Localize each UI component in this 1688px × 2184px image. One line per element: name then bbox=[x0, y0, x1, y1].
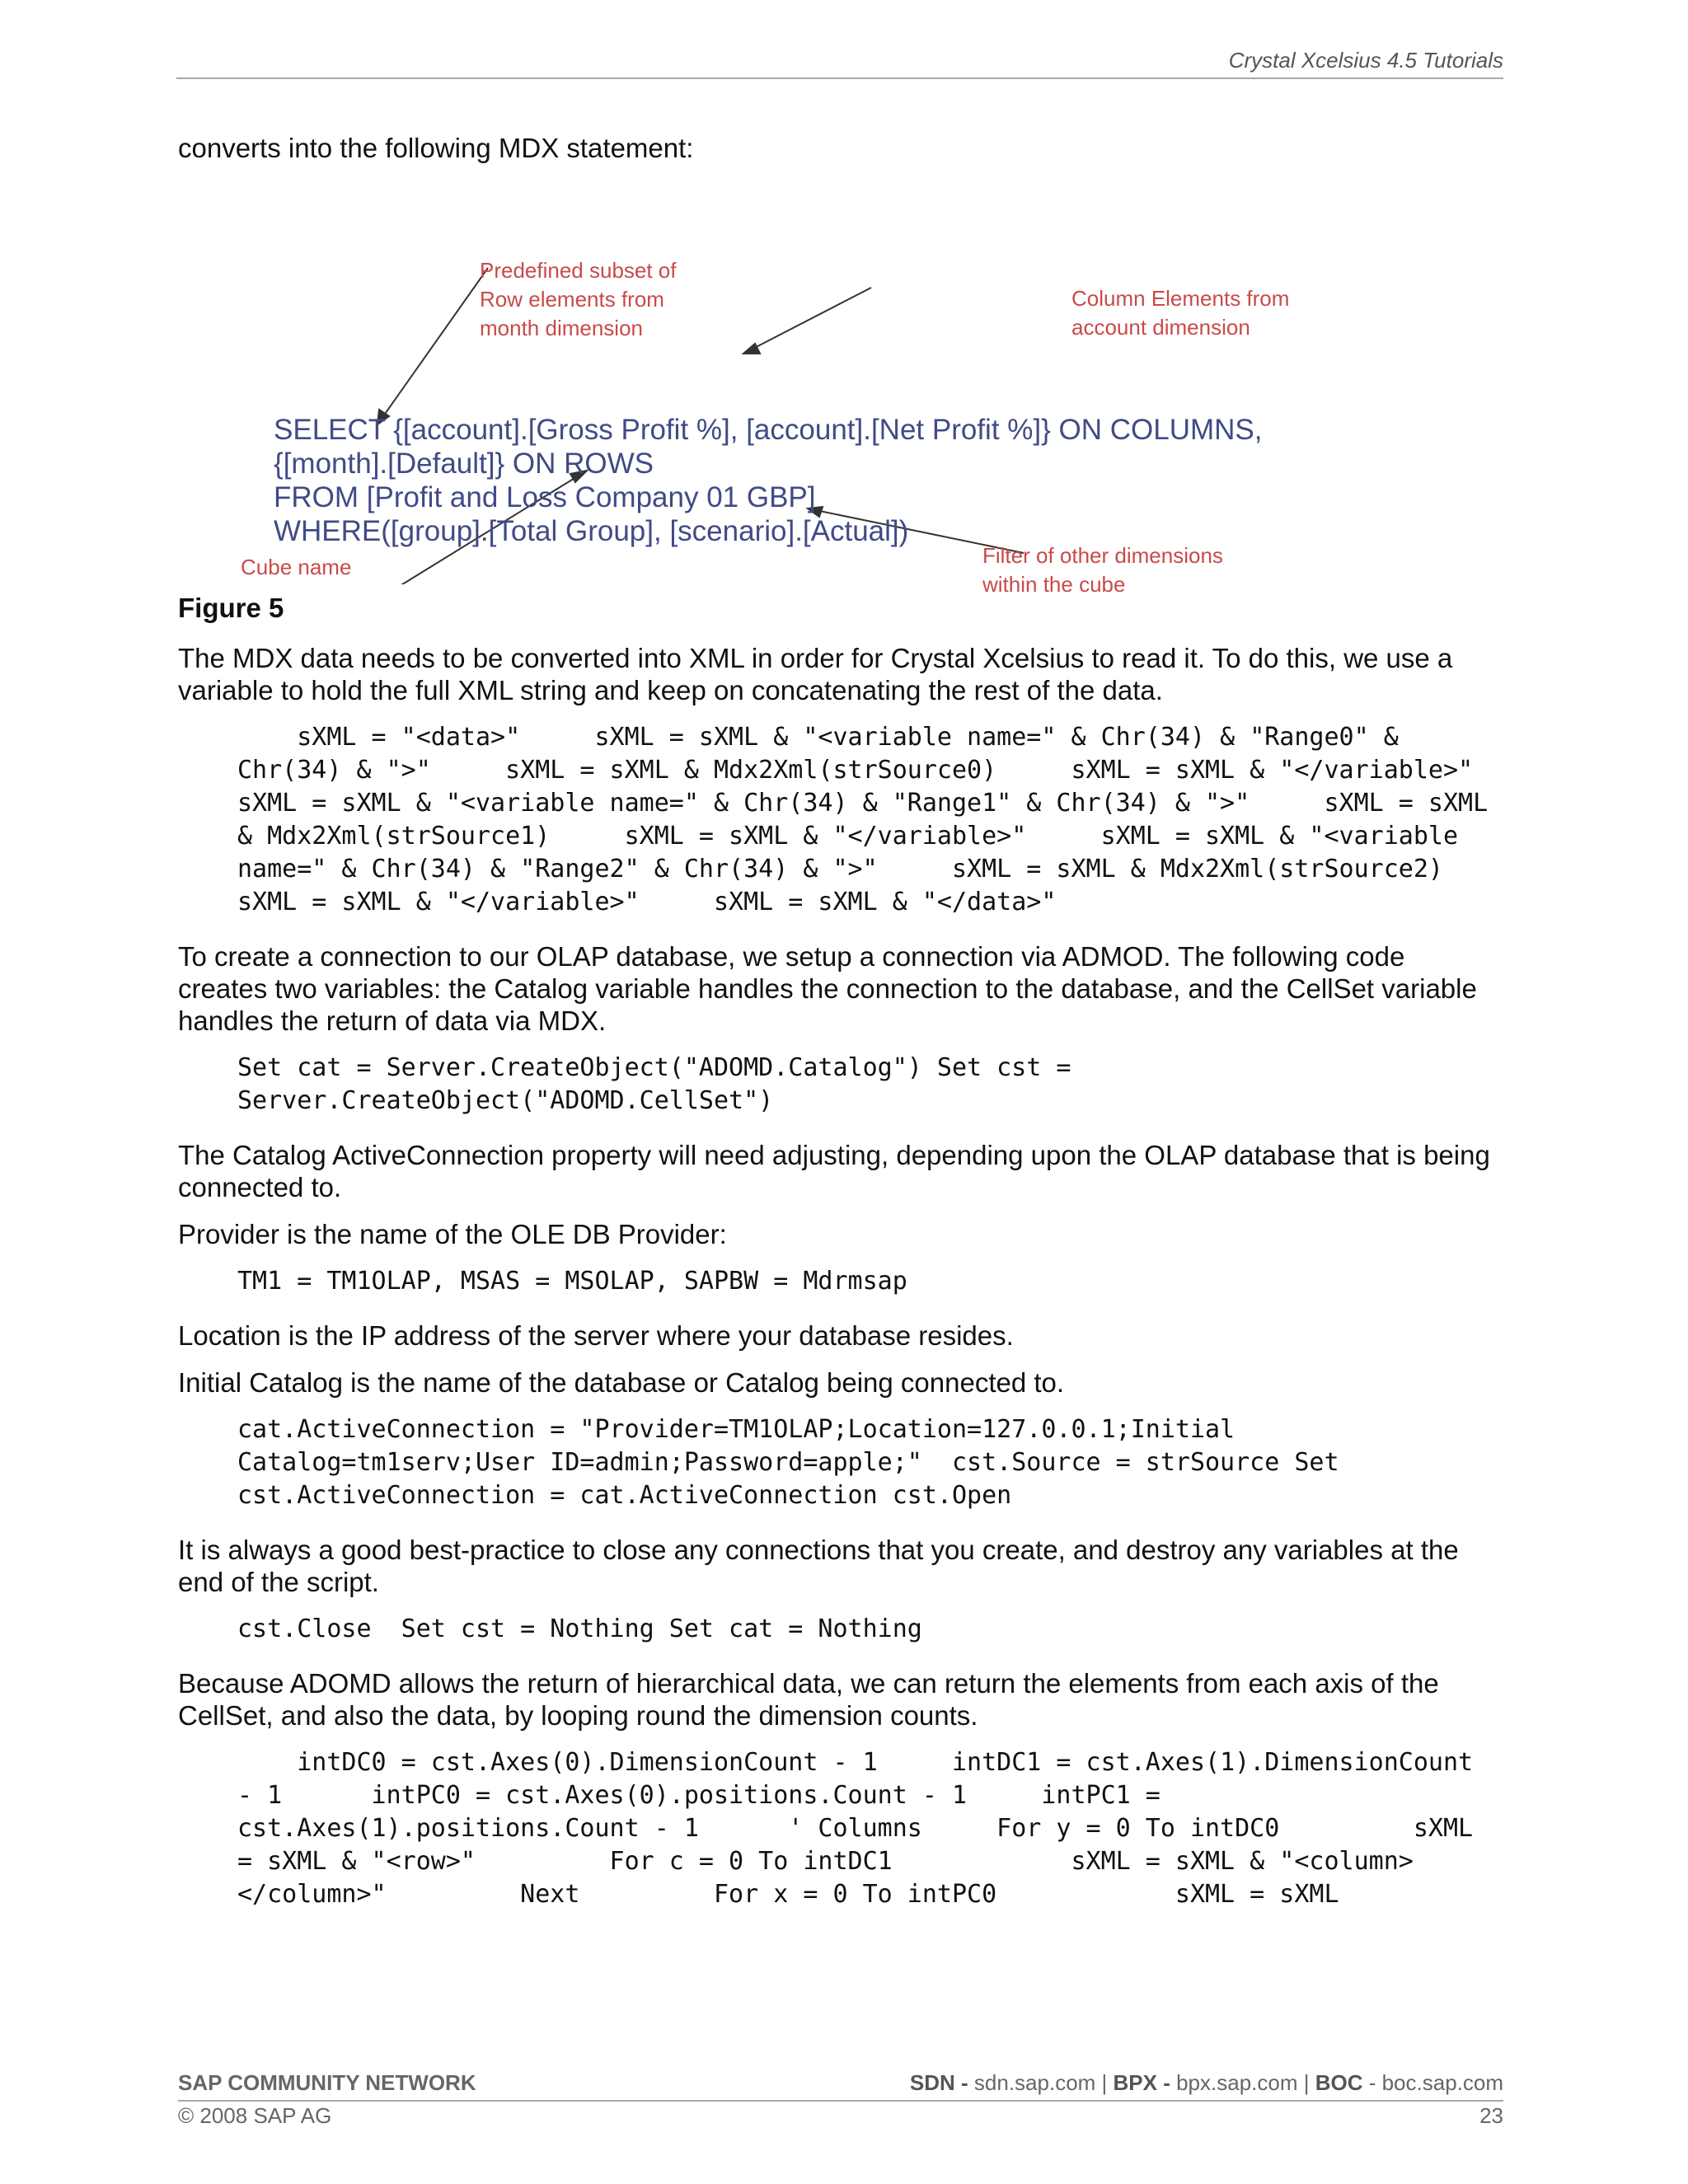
footer-sdn-label: SDN - bbox=[909, 2070, 974, 2095]
mdx-figure bbox=[199, 197, 1386, 597]
code-block-connection: cat.ActiveConnection = "Provider=TM1OLAP;Location=127.0.0.1;Initial Catalog=tm1serv;User ID=admin;Password=apple;" cst.Source = strSource Set cst.ActiveConnection = cat.ActiveConnection cst.Open bbox=[237, 1415, 1354, 1510]
main-content bbox=[178, 132, 1503, 1933]
code-block-providers: TM1 = TM1OLAP, MSAS = MSOLAP, SAPBW = Mdrmsap bbox=[237, 1267, 907, 1296]
paragraph: Location is the IP address of the server where your database resides. bbox=[178, 1320, 1014, 1351]
paragraph: Provider is the name of the OLE DB Provider: bbox=[178, 1219, 727, 1249]
mdx-statement bbox=[274, 413, 1263, 548]
arrowhead-column-elements bbox=[743, 344, 760, 354]
footer-separator: | bbox=[1297, 2070, 1315, 2095]
paragraph: It is always a good best-practice to close any connections that you create, and destroy any variables at the end of the script. bbox=[178, 1535, 1459, 1597]
page-header bbox=[176, 48, 1503, 79]
page-footer bbox=[178, 2070, 1503, 2102]
arrow-row-subset bbox=[377, 268, 488, 424]
mdx-line: {[month].[Default]} ON ROWS bbox=[274, 448, 654, 480]
paragraph: The MDX data needs to be converted into XML in order for Crystal Xcelsius to read it. To do this, we use a variable to hold the full XML string and keep on concatenating the rest of the data. bbox=[178, 643, 1453, 705]
annotation-cube-name: Cube name bbox=[241, 555, 352, 579]
paragraph: Because ADOMD allows the return of hierarchical data, we can return the elements from each axis of the CellSet, and also the data, by looping round the dimension counts. bbox=[178, 1668, 1439, 1731]
code-block-xml: sXML = "<data>" sXML = sXML & "<variable name=" & Chr(34) & "Range0" & Chr(34) & ">" sXML = sXML & Mdx2Xml(strSource0) sXML = sXML & "</variable>" sXML = sXML & "<variable name=" & Chr(34) & "Range1" & Chr(34) & ">" sXML = sXML & Mdx2Xml(strSource1) sXML = sXML & "</variable>" sXML = sXML & "<variable name=" & Chr(34) & "Range2" & Chr(34) & ">" sXML = sXML & Mdx2Xml(strSource2) sXML = sXML & "</variable>" sXML = sXML & "</data>" bbox=[237, 723, 1503, 916]
footer-bpx-label: BPX - bbox=[1113, 2070, 1177, 2095]
paragraph: The Catalog ActiveConnection property will need adjusting, depending upon the OLAP database that is being connected to. bbox=[178, 1140, 1490, 1202]
page-number: 23 bbox=[1479, 2103, 1503, 2128]
intro-text: converts into the following MDX statement: bbox=[178, 133, 694, 163]
code-block-objects: Set cat = Server.CreateObject("ADOMD.Catalog") Set cst = Server.CreateObject("ADOMD.CellSet") bbox=[237, 1053, 1086, 1115]
code-block-close: cst.Close Set cst = Nothing Set cat = Nothing bbox=[237, 1615, 922, 1643]
footer-network: SAP COMMUNITY NETWORK bbox=[178, 2070, 476, 2095]
footer-boc-link[interactable]: - boc.sap.com bbox=[1362, 2070, 1503, 2095]
footer-sdn-link[interactable]: sdn.sap.com bbox=[973, 2070, 1096, 2095]
annotation-column-elements: Column Elements from account dimension bbox=[1071, 286, 1290, 340]
footer-separator: | bbox=[1095, 2070, 1114, 2095]
arrow-column-elements bbox=[743, 288, 871, 354]
figure-caption: Figure 5 bbox=[178, 593, 284, 623]
paragraph: Initial Catalog is the name of the database or Catalog being connected to. bbox=[178, 1367, 1065, 1398]
code-block-loop: intDC0 = cst.Axes(0).DimensionCount - 1 intDC1 = cst.Axes(1).DimensionCount - 1 intPC0 = cst.Axes(0).positions.Count - 1 intPC1 = cst.Axes(1).positions.Count - 1 ' Columns For y = 0 To intDC0 sXML = sXML & "<row>" For c = 0 To intDC1 sXML = sXML & "<column></column>" Next For x = 0 To intPC0 sXML = sXML bbox=[237, 1748, 1489, 1909]
footer-links bbox=[910, 2070, 1503, 2096]
paragraph: To create a connection to our OLAP database, we setup a connection via ADMOD. The following code creates two variables: the Catalog variable handles the connection to the database, and the CellSet variable handles the return of data via MDX. bbox=[178, 941, 1477, 1036]
mdx-line: WHERE([group].[Total Group], [scenario].[Actual]) bbox=[274, 515, 909, 547]
footer-copyright: © 2008 SAP AG bbox=[178, 2103, 332, 2128]
header-title: Crystal Xcelsius 4.5 Tutorials bbox=[1228, 48, 1503, 73]
mdx-line: FROM [Profit and Loss Company 01 GBP] bbox=[274, 481, 816, 513]
footer-boc-label: BOC bbox=[1315, 2070, 1363, 2095]
footer-bpx-link[interactable]: bpx.sap.com bbox=[1176, 2070, 1298, 2095]
annotation-filter: Filter of other dimensions within the cube bbox=[982, 543, 1223, 597]
annotation-row-subset: Predefined subset of Row elements from month dimension bbox=[480, 258, 677, 340]
mdx-line: SELECT {[account].[Gross Profit %], [account].[Net Profit %]} ON COLUMNS, bbox=[274, 414, 1263, 446]
